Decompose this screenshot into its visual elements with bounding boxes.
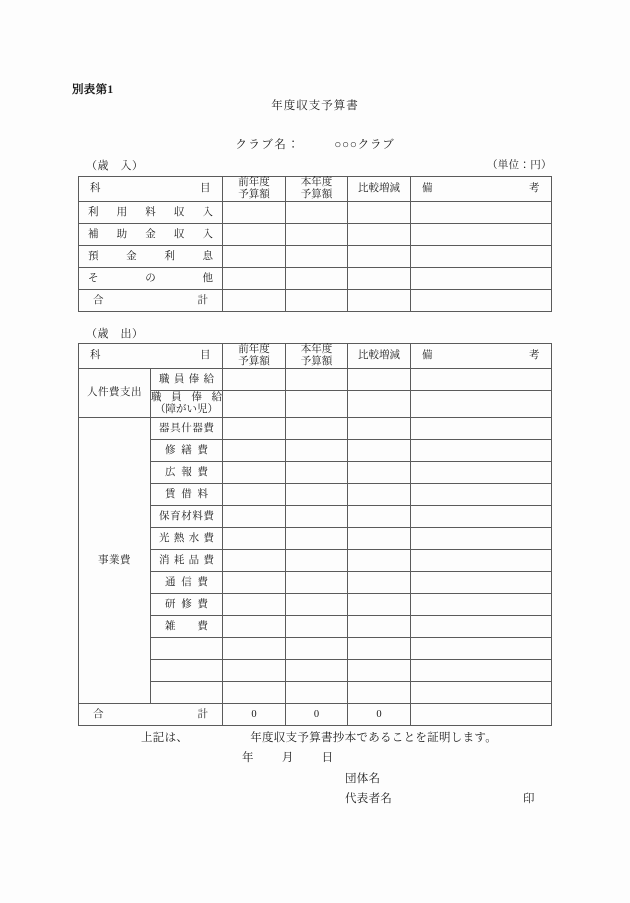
- expense-remarks-1-10[interactable]: [411, 638, 552, 660]
- expense-diff-1-7[interactable]: [348, 572, 411, 594]
- expense-prev-1-8[interactable]: [223, 594, 286, 616]
- income-diff-2[interactable]: [348, 246, 411, 268]
- certification-text: 年度収支予算書抄本であることを証明します。: [250, 732, 498, 744]
- table-row: [79, 369, 552, 391]
- column-header-remarks: 備 考: [411, 344, 552, 369]
- expense-prev-1-9[interactable]: [223, 616, 286, 638]
- expense-prev-0-1[interactable]: [223, 391, 286, 418]
- expense-remarks-1-11[interactable]: [411, 660, 552, 682]
- income-prev-3[interactable]: [223, 268, 286, 290]
- column-header-comparison: 比較増減: [348, 344, 411, 369]
- expense-remarks-0-0[interactable]: [411, 369, 552, 391]
- expense-diff-1-2[interactable]: [348, 462, 411, 484]
- table-row: [79, 268, 552, 290]
- expense-total-remarks[interactable]: [411, 704, 552, 726]
- expense-current-0-1[interactable]: [286, 391, 348, 418]
- expense-row-label-1-1: 修 繕 費: [151, 440, 223, 462]
- expense-current-1-5[interactable]: [286, 528, 348, 550]
- table-row: [79, 224, 552, 246]
- expense-diff-1-11[interactable]: [348, 660, 411, 682]
- expense-remarks-1-4[interactable]: [411, 506, 552, 528]
- income-total-row: [79, 290, 552, 312]
- expense-diff-1-1[interactable]: [348, 440, 411, 462]
- unit-note: （単位：円）: [487, 160, 552, 171]
- column-header-prev-year: 前年度 予算額: [223, 344, 286, 369]
- certification-statement: [141, 729, 497, 745]
- expense-row-label-1-6: 消 耗 品 費: [151, 550, 223, 572]
- expense-current-0-0[interactable]: [286, 369, 348, 391]
- expense-diff-1-9[interactable]: [348, 616, 411, 638]
- form-code-label: 別表第1: [72, 84, 114, 96]
- page-title: 年度収支予算書: [271, 100, 359, 112]
- club-name-row: [0, 136, 630, 152]
- club-name-value: ○○○クラブ: [334, 139, 395, 151]
- expense-current-1-10[interactable]: [286, 638, 348, 660]
- expense-diff-1-4[interactable]: [348, 506, 411, 528]
- column-header-remarks: 備 考: [411, 177, 552, 202]
- expense-row-label-1-0: 器 具 什 器 費: [151, 418, 223, 440]
- expense-remarks-0-1[interactable]: [411, 391, 552, 418]
- income-section-label: （歳 入）: [86, 160, 144, 172]
- expense-diff-1-0[interactable]: [348, 418, 411, 440]
- expense-row-label-0-0: 職 員 俸 給: [151, 369, 223, 391]
- expense-current-1-12[interactable]: [286, 682, 348, 704]
- expense-prev-1-2[interactable]: [223, 462, 286, 484]
- income-remarks-2[interactable]: [411, 246, 552, 268]
- table-header-row: [79, 177, 552, 202]
- expense-prev-0-0[interactable]: [223, 369, 286, 391]
- expense-total-label: 合 計: [79, 704, 223, 726]
- expense-prev-1-11[interactable]: [223, 660, 286, 682]
- expense-row-label-1-4: 保 育 材 料 費: [151, 506, 223, 528]
- expense-remarks-1-8[interactable]: [411, 594, 552, 616]
- expense-diff-0-1[interactable]: [348, 391, 411, 418]
- expense-diff-1-3[interactable]: [348, 484, 411, 506]
- expense-diff-1-12[interactable]: [348, 682, 411, 704]
- organization-name-label: 団体名: [345, 773, 381, 785]
- expense-group-label-0: 人件費支出: [79, 369, 151, 418]
- expense-prev-1-0[interactable]: [223, 418, 286, 440]
- expense-remarks-1-0[interactable]: [411, 418, 552, 440]
- expense-prev-1-5[interactable]: [223, 528, 286, 550]
- expense-row-label-1-10[interactable]: [151, 638, 223, 660]
- expense-current-1-8[interactable]: [286, 594, 348, 616]
- income-current-3[interactable]: [286, 268, 348, 290]
- representative-name-label: 代表者名: [345, 793, 393, 805]
- expense-prev-1-1[interactable]: [223, 440, 286, 462]
- expense-current-1-4[interactable]: [286, 506, 348, 528]
- expense-prev-1-4[interactable]: [223, 506, 286, 528]
- club-name-label: クラブ名：: [235, 139, 301, 151]
- income-total-label: 合 計: [79, 290, 223, 312]
- income-remarks-3[interactable]: [411, 268, 552, 290]
- income-diff-3[interactable]: [348, 268, 411, 290]
- expense-row-label-1-2: 広 報 費: [151, 462, 223, 484]
- expense-diff-1-8[interactable]: [348, 594, 411, 616]
- income-row-label-2: 預 金 利 息: [79, 246, 223, 268]
- income-row-label-1: 補 助 金 収 入: [79, 224, 223, 246]
- date-day-label: 日: [321, 752, 334, 764]
- income-total-prev[interactable]: [223, 290, 286, 312]
- expense-group-label-1: 事業費: [79, 418, 151, 704]
- table-row: [79, 202, 552, 224]
- expense-current-1-7[interactable]: [286, 572, 348, 594]
- column-header-kamoku: 科 目: [79, 177, 223, 202]
- income-total-remarks[interactable]: [411, 290, 552, 312]
- income-current-1[interactable]: [286, 224, 348, 246]
- column-header-current-year: 本年度 予算額: [286, 177, 348, 202]
- expense-prev-1-12[interactable]: [223, 682, 286, 704]
- expense-current-1-0[interactable]: [286, 418, 348, 440]
- seal-label: 印: [523, 793, 535, 805]
- expense-row-label-1-3: 賃 借 料: [151, 484, 223, 506]
- income-prev-2[interactable]: [223, 246, 286, 268]
- expense-current-1-9[interactable]: [286, 616, 348, 638]
- expense-prev-1-3[interactable]: [223, 484, 286, 506]
- expense-row-label-1-5: 光 熱 水 費: [151, 528, 223, 550]
- expense-remarks-1-7[interactable]: [411, 572, 552, 594]
- income-table: [78, 176, 552, 312]
- expense-row-label-0-1: 職 員 俸 給 （障がい児）: [151, 391, 223, 418]
- expense-current-1-6[interactable]: [286, 550, 348, 572]
- expense-total-current[interactable]: 0: [286, 704, 348, 726]
- income-remarks-0[interactable]: [411, 202, 552, 224]
- date-year-label: 年: [242, 752, 254, 764]
- expense-row-label-1-7: 通 信 費: [151, 572, 223, 594]
- expense-prev-1-10[interactable]: [223, 638, 286, 660]
- date-line: [242, 749, 333, 765]
- income-remarks-1[interactable]: [411, 224, 552, 246]
- expense-table: [78, 343, 552, 726]
- income-row-label-0: 利 用 料 収 入: [79, 202, 223, 224]
- expense-prev-1-6[interactable]: [223, 550, 286, 572]
- column-header-comparison: 比較増減: [348, 177, 411, 202]
- expense-diff-0-0[interactable]: [348, 369, 411, 391]
- expense-total-row: [79, 704, 552, 726]
- expense-remarks-1-5[interactable]: [411, 528, 552, 550]
- income-total-current[interactable]: [286, 290, 348, 312]
- income-diff-0[interactable]: [348, 202, 411, 224]
- income-row-label-3: そ の 他: [79, 268, 223, 290]
- expense-row-label-1-8: 研 修 費: [151, 594, 223, 616]
- table-row: [79, 418, 552, 440]
- expense-prev-1-7[interactable]: [223, 572, 286, 594]
- certification-prefix: 上記は、: [141, 732, 189, 744]
- expense-row-label-1-9: 雑 費: [151, 616, 223, 638]
- expense-row-label-1-11[interactable]: [151, 660, 223, 682]
- table-row: [79, 246, 552, 268]
- column-header-kamoku: 科 目: [79, 344, 223, 369]
- expense-current-1-11[interactable]: [286, 660, 348, 682]
- date-month-label: 月: [281, 752, 294, 764]
- income-prev-1[interactable]: [223, 224, 286, 246]
- income-total-diff[interactable]: [348, 290, 411, 312]
- expense-remarks-1-12[interactable]: [411, 682, 552, 704]
- expense-current-1-1[interactable]: [286, 440, 348, 462]
- expense-diff-1-5[interactable]: [348, 528, 411, 550]
- expense-remarks-1-9[interactable]: [411, 616, 552, 638]
- expense-remarks-1-1[interactable]: [411, 440, 552, 462]
- expense-remarks-1-6[interactable]: [411, 550, 552, 572]
- table-header-row: [79, 344, 552, 369]
- expense-diff-1-6[interactable]: [348, 550, 411, 572]
- column-header-prev-year: 前年度 予算額: [223, 177, 286, 202]
- expense-section-label: （歳 出）: [86, 328, 144, 340]
- expense-remarks-1-3[interactable]: [411, 484, 552, 506]
- income-diff-1[interactable]: [348, 224, 411, 246]
- expense-current-1-2[interactable]: [286, 462, 348, 484]
- column-header-current-year: 本年度 予算額: [286, 344, 348, 369]
- expense-total-prev[interactable]: 0: [223, 704, 286, 726]
- expense-diff-1-10[interactable]: [348, 638, 411, 660]
- expense-row-label-1-12[interactable]: [151, 682, 223, 704]
- expense-total-diff[interactable]: 0: [348, 704, 411, 726]
- expense-current-1-3[interactable]: [286, 484, 348, 506]
- income-current-2[interactable]: [286, 246, 348, 268]
- expense-remarks-1-2[interactable]: [411, 462, 552, 484]
- income-current-0[interactable]: [286, 202, 348, 224]
- income-prev-0[interactable]: [223, 202, 286, 224]
